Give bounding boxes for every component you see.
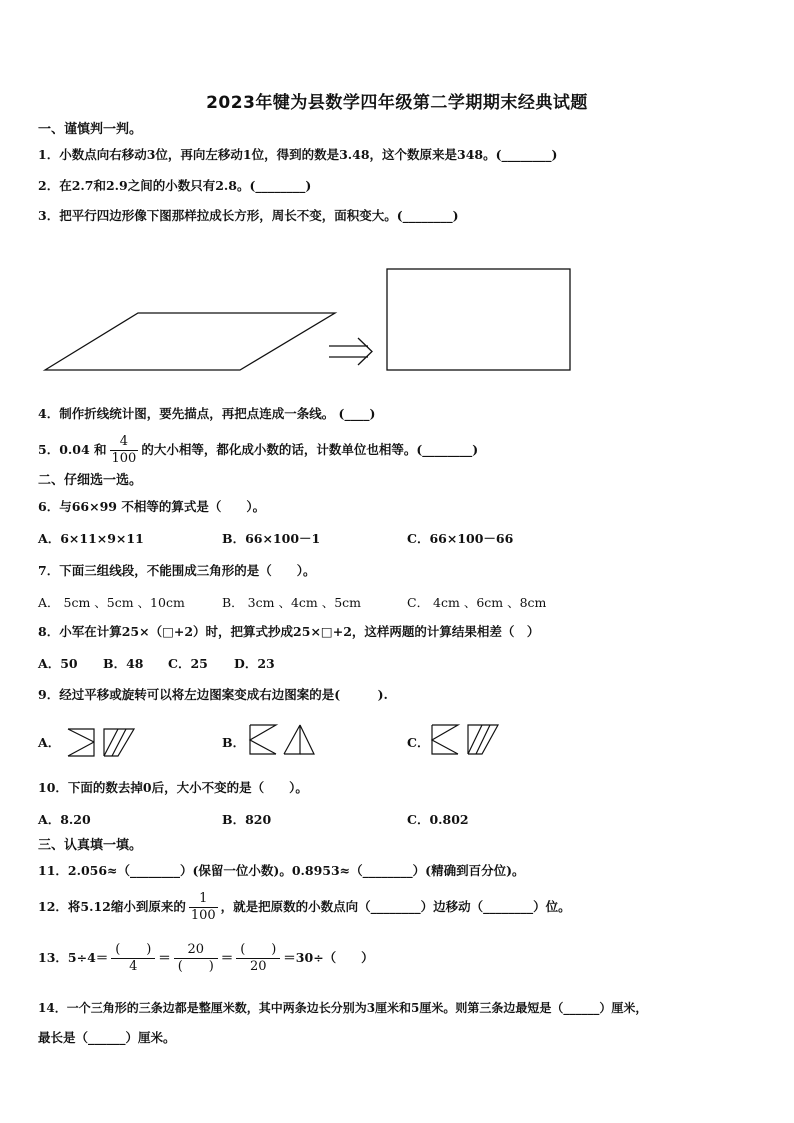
question-5-suffix: 的大小相等，都化成小数的话，计数单位也相等。(________): [141, 442, 479, 457]
question-10-option-b: B．820: [222, 812, 272, 827]
fraction-1-100: [189, 891, 218, 924]
question-7-option-c: C． 4cm 、6cm 、8cm: [407, 595, 547, 610]
fraction-blank-over-4: [111, 942, 155, 975]
question-8-option-c: C．25: [168, 656, 208, 671]
question-7: 7．下面三组线段，不能围成三角形的是（ ）。: [38, 563, 316, 578]
question-8-option-a: A．50: [38, 656, 78, 671]
double-arrow-icon: [329, 338, 372, 365]
question-7-option-a: A． 5cm 、5cm 、10cm: [38, 595, 185, 610]
fraction-numerator: 1: [189, 891, 218, 908]
question-2: 2．在2.7和2.9之间的小数只有2.8。(________): [38, 178, 312, 193]
fraction-denominator: 100: [111, 451, 137, 466]
fraction-numerator: 4: [110, 434, 139, 451]
question-6: 6．与66×99 不相等的算式是（ ）。: [38, 499, 266, 514]
question-6-option-c: C．66×100－66: [407, 531, 514, 546]
fraction-denominator: 20: [250, 959, 267, 974]
equals-sign: ＝: [158, 950, 171, 965]
option-b-pattern-figure: [248, 722, 320, 758]
question-13-suffix: ＝30÷（ ）: [283, 950, 374, 965]
question-13-prefix: 13．5÷4＝: [38, 950, 109, 965]
parallelogram-shape: [45, 313, 335, 370]
question-3: 3．把平行四边形像下图那样拉成长方形，周长不变，面积变大。(________): [38, 208, 459, 223]
question-6-option-a: A．6×11×9×11: [38, 531, 144, 546]
question-8: 8．小军在计算25×（□+2）时，把算式抄成25×□+2，这样两题的计算结果相差（ ）: [38, 624, 540, 639]
fraction-denominator: ( ): [177, 959, 214, 974]
question-8-option-d: D．23: [234, 656, 275, 671]
question-5-prefix: 5．0.04 和: [38, 442, 107, 457]
question-11: 11．2.056≈（________）(保留一位小数)。0.8953≈（________）(精确到百分位)。: [38, 863, 525, 878]
question-5: [38, 434, 478, 467]
fraction-numerator: ( ): [111, 942, 155, 959]
question-10: 10．下面的数去掉0后，大小不变的是（ ）。: [38, 780, 308, 795]
fraction-blank-over-20: [236, 942, 280, 975]
question-9-option-b: B．: [222, 735, 246, 750]
parallelogram-to-rectangle-figure: [40, 262, 580, 378]
fraction-denominator: 4: [129, 959, 138, 974]
question-13: [38, 936, 374, 980]
question-4: 4．制作折线统计图，要先描点，再把点连成一条线。 (____): [38, 406, 376, 421]
fraction-20-over-blank: [174, 942, 218, 975]
question-14-line-1: 14．一个三角形的三条边都是整厘米数，其中两条边长分别为3厘米和5厘米。则第三条边最短是（______）厘米，: [38, 1001, 648, 1015]
question-1: 1．小数点向右移动3位，再向左移动1位，得到的数是3.48，这个数原来是348。(________): [38, 147, 558, 162]
question-12-prefix: 12．将5.12缩小到原来的: [38, 899, 186, 914]
question-6-option-b: B．66×100－1: [222, 531, 321, 546]
fraction-numerator: ( ): [236, 942, 280, 959]
rectangle-shape: [387, 269, 570, 370]
equals-sign: ＝: [220, 950, 234, 965]
question-8-option-b: B．48: [103, 656, 144, 671]
question-12: [38, 886, 571, 928]
question-10-option-c: C．0.802: [407, 812, 469, 827]
fraction-4-100: [110, 434, 139, 467]
option-a-pattern-figure: [66, 724, 138, 760]
fraction-denominator: 100: [190, 908, 216, 923]
section-2-heading: 二、仔细选一选。: [38, 473, 143, 488]
question-14-line-2: 最长是（______）厘米。: [38, 1030, 176, 1045]
question-9: 9．经过平移或旋转可以将左边图案变成右边图案的是( ).: [38, 687, 388, 702]
section-1-heading: 一、谨慎判一判。: [38, 122, 143, 137]
question-9-option-c: C．: [407, 735, 430, 750]
question-7-option-b: B． 3cm 、4cm 、5cm: [222, 595, 362, 610]
question-9-option-a: A．: [38, 735, 61, 750]
question-12-suffix: ，就是把原数的小数点向（________）边移动（________）位。: [220, 899, 571, 914]
section-3-heading: 三、认真填一填。: [38, 838, 143, 853]
fraction-numerator: 20: [174, 942, 218, 959]
page-title: 2023年犍为县数学四年级第二学期期末经典试题: [206, 93, 588, 113]
question-10-option-a: A．8.20: [38, 812, 91, 827]
option-c-pattern-figure: [430, 722, 502, 758]
